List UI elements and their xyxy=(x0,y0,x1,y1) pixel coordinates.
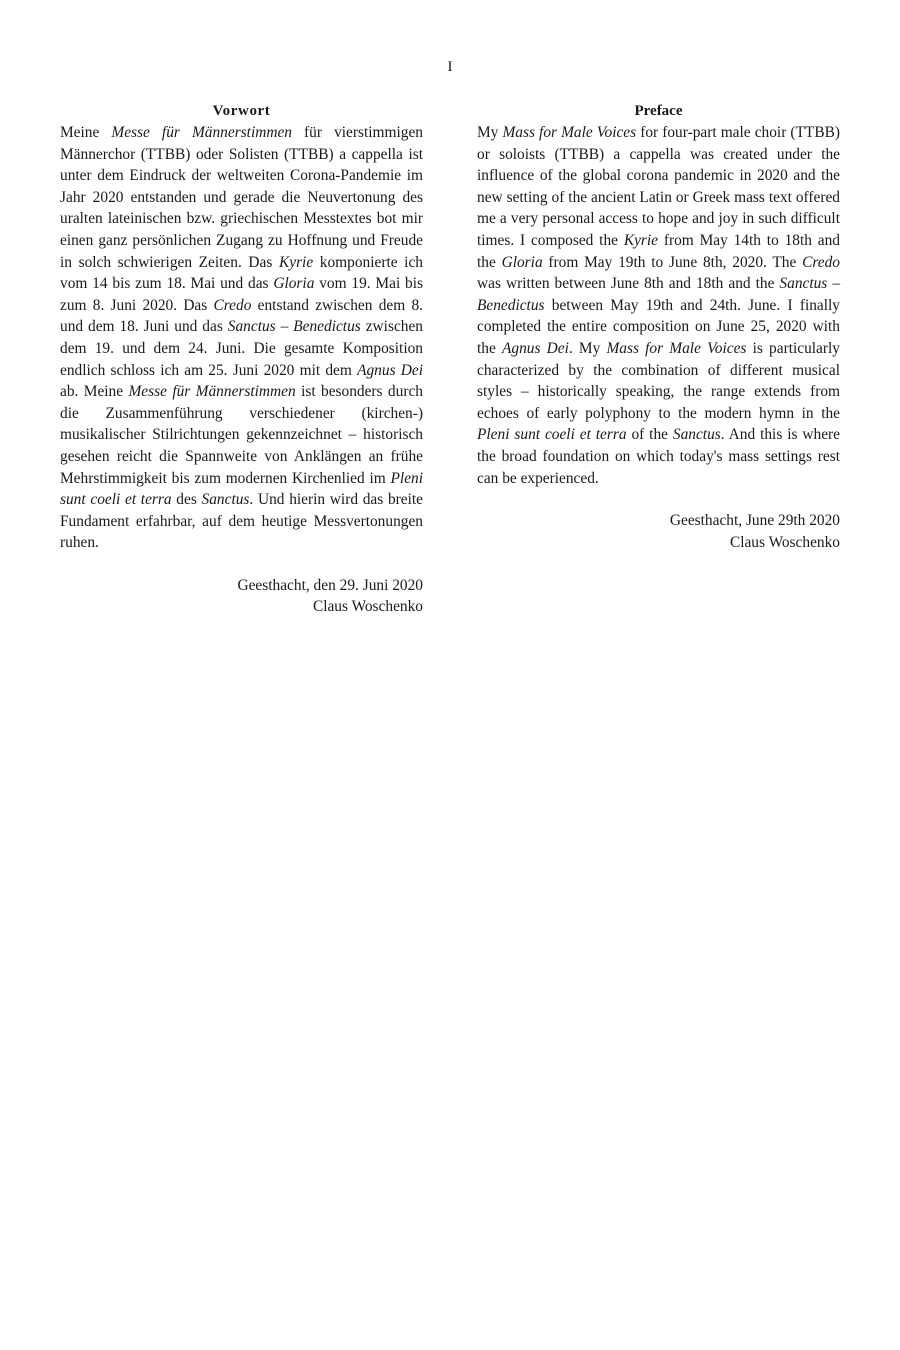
italic-title-run: Mass for Male Voices xyxy=(606,339,747,357)
text-run: is particularly characterized by the combination of different musical styles – historically speaking, the range extends from echoes of early polyphony to the modern hymn in the xyxy=(477,339,840,422)
text-run: from May 19th to June 8th, 2020. The xyxy=(542,253,803,271)
german-body-paragraph xyxy=(60,122,423,554)
german-signature-name: Claus Woschenko xyxy=(312,598,423,616)
text-run: . Und hierin wird das breite Fundament erfahrbar, auf dem heutige Messvertonungen ruhen. xyxy=(60,491,423,552)
italic-title-run: Agnus Dei xyxy=(357,361,423,379)
italic-title-run: Sanctus xyxy=(201,491,250,509)
text-run: between May 19th and 24th. June. I finally completed the entire composition on June 25, 2020 with the xyxy=(477,296,840,357)
italic-title-run: Messe für Männerstimmen xyxy=(111,124,292,141)
text-run: . And this is where the broad foundation on which today's mass settings rest can be experienced. xyxy=(477,426,840,487)
german-preface-column xyxy=(60,100,423,618)
text-run: was written between June 8th and 18th and the xyxy=(477,275,780,293)
page-number: I xyxy=(447,59,453,75)
italic-title-run: Kyrie xyxy=(278,253,314,271)
italic-title-run: Credo xyxy=(213,296,252,314)
italic-title-run: Mass for Male Voices xyxy=(502,124,637,141)
italic-title-run: Gloria xyxy=(273,275,315,293)
english-body-paragraph xyxy=(477,122,840,489)
text-run: Meine xyxy=(60,124,112,141)
english-signature-place-date: Geesthacht, June 29th 2020 xyxy=(669,512,840,530)
german-heading: Vorwort xyxy=(212,103,271,119)
italic-title-run: Messe für Männerstimmen xyxy=(128,383,296,401)
italic-title-run: Pleni sunt coeli et terra xyxy=(60,469,423,509)
italic-title-run: Kyrie xyxy=(623,231,659,249)
italic-title-run: Sanctus xyxy=(672,426,721,444)
english-signature-name: Claus Woschenko xyxy=(729,533,840,551)
italic-title-run: Pleni sunt coeli et terra xyxy=(477,426,627,444)
text-run: des xyxy=(171,491,202,509)
text-run: ab. Meine xyxy=(60,383,129,401)
text-run: . My xyxy=(568,339,607,357)
text-run: vom 19. Mai bis zum 8. Juni 2020. Das xyxy=(60,275,423,314)
english-signature xyxy=(477,510,840,553)
text-run: for four-part male choir (TTBB) or soloists (TTBB) a cappella was created under the influence of the global corona pandemic in 2020 and the new setting of the ancient Latin or Greek mass text offered me a very personal access to hope and joy in such difficult times. I composed the xyxy=(477,124,840,249)
text-run: ist besonders durch die Zusammenführung verschiedener (kirchen-) musikalischer Stilrichtungen gekennzeichnet – historisch gesehen reicht die Spannweite von Anklängen an frühe Mehrstimmigkeit bis zum modernen Kirchenlied im xyxy=(60,383,423,487)
text-run: of the xyxy=(626,426,673,444)
german-signature xyxy=(60,575,423,618)
german-signature-place-date: Geesthacht, den 29. Juni 2020 xyxy=(237,576,423,594)
italic-title-run: Sanctus – Benedictus xyxy=(477,275,841,314)
italic-title-run: Agnus Dei xyxy=(501,339,569,357)
text-run: komponierte ich vom 14 bis zum 18. Mai und das xyxy=(60,253,423,293)
text-run: zwischen dem 19. und dem 24. Juni. Die gesamte Komposition endlich schloss ich am 25. Juni 2020 mit dem xyxy=(60,318,423,379)
text-run: entstand zwischen dem 8. und dem 18. Juni und das xyxy=(60,296,423,336)
italic-title-run: Sanctus – Benedictus xyxy=(227,318,361,336)
text-run: für vierstimmigen Männerchor (TTBB) oder Solisten (TTBB) a cappella ist unter dem Eindruck der weltweiten Corona-Pandemie im Jahr 2020 entstanden und gerade die Neuvertonung des uralten lateinischen bzw. griechischen Messtextes bot mir einen ganz persönlichen Zugang zu Hoffnung und Freude in solch schwierigen Zeiten. Das xyxy=(60,124,423,271)
english-preface-column xyxy=(477,100,840,553)
italic-title-run: Gloria xyxy=(501,253,543,271)
english-heading: Preface xyxy=(634,103,683,119)
text-run: My xyxy=(477,124,503,141)
italic-title-run: Credo xyxy=(802,253,840,271)
text-run: from May 14th to 18th and the xyxy=(477,231,840,271)
